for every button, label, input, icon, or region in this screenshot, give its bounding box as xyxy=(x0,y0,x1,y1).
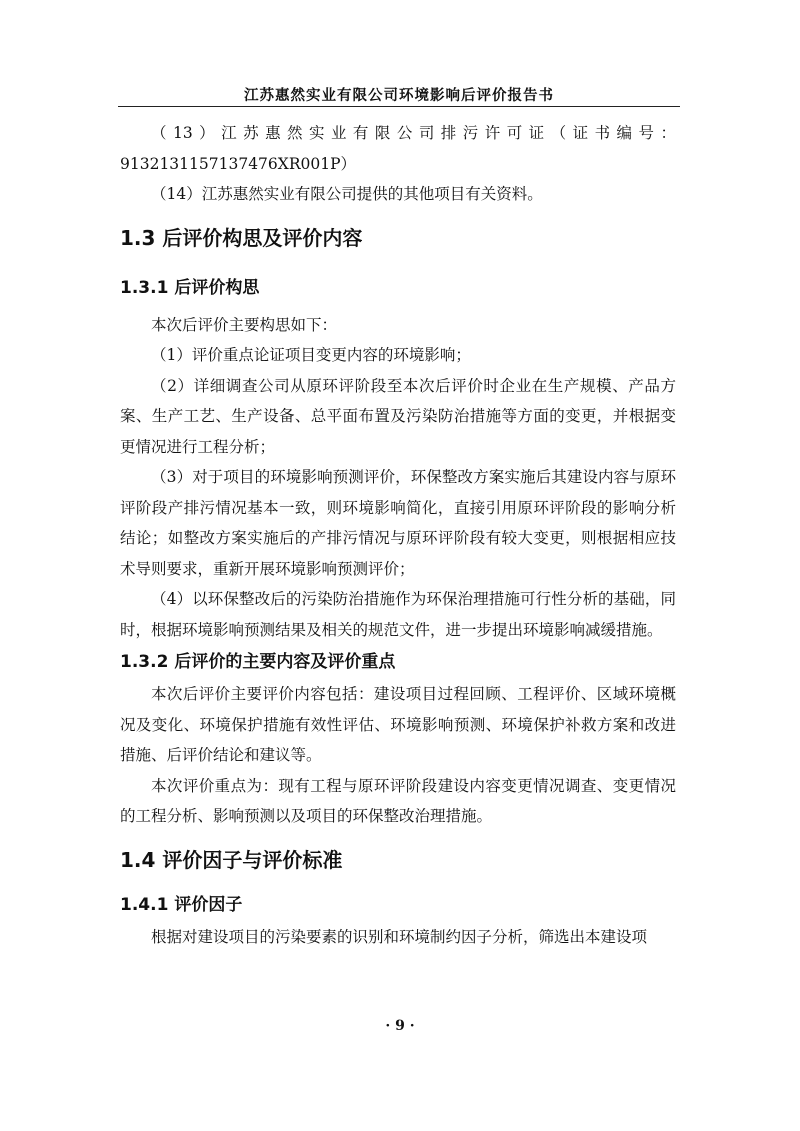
paragraph-point-1: （1）评价重点论证项目变更内容的环境影响； xyxy=(151,346,471,364)
paragraph-point-3: （3）对于项目的环境影响预测评价，环保整改方案实施后其建设内容与原环评阶段产排污情况基本一致，则环境影响简化，直接引用原环评阶段的影响分析结论；如整改方案实施后的产排污情况与原环评阶段有较大变更，则根据相应技术导则要求，重新开展环境影响预测评价； xyxy=(120,468,676,578)
section-heading-1-4-1: 1.4.1 评价因子 xyxy=(120,894,243,915)
page-content xyxy=(120,118,676,952)
section-heading-1-3: 1.3 后评价构思及评价内容 xyxy=(120,225,363,250)
paragraph-key-points: 本次评价重点为：现有工程与原环评阶段建设内容变更情况调查、变更情况的工程分析、影响预测以及项目的环保整改治理措施。 xyxy=(120,776,676,825)
paragraph-point-4: （4）以环保整改后的污染防治措施作为环保治理措施可行性分析的基础，同时，根据环境影响预测结果及相关的规范文件，进一步提出环境影响减缓措施。 xyxy=(120,590,676,639)
section-heading-1-3-2: 1.3.2 后评价的主要内容及评价重点 xyxy=(120,652,396,672)
header-rule xyxy=(118,106,680,107)
running-header: 江苏惠然实业有限公司环境影响后评价报告书 xyxy=(244,87,554,104)
section-heading-1-4: 1.4 评价因子与评价标准 xyxy=(120,847,343,872)
paragraph-point-2: （2）详细调查公司从原环评阶段至本次后评价时企业在生产规模、产品方案、生产工艺、生产设备、总平面布置及污染防治措施等方面的变更，并根据变更情况进行工程分析； xyxy=(120,376,676,456)
reference-item-13-line1: （13）江苏惠然实业有限公司排污许可证（证书编号： xyxy=(151,124,676,142)
page-number: · 9 · xyxy=(385,1018,415,1034)
section-heading-1-3-1: 1.3.1 后评价构思 xyxy=(120,277,260,298)
paragraph-evaluation-factors: 根据对建设项目的污染要素的识别和环境制约因子分析，筛选出本建设项 xyxy=(151,927,648,946)
paragraph-intro: 本次后评价主要构思如下： xyxy=(151,315,338,334)
reference-item-14: （14）江苏惠然实业有限公司提供的其他项目有关资料。 xyxy=(151,185,543,203)
paragraph-main-content: 本次后评价主要评价内容包括：建设项目过程回顾、工程评价、区域环境概况及变化、环境保护措施有效性评估、环境影响预测、环境保护补救方案和改进措施、后评价结论和建议等。 xyxy=(120,685,676,764)
reference-item-13-line2: 9132131157137476XR001P） xyxy=(120,154,357,173)
